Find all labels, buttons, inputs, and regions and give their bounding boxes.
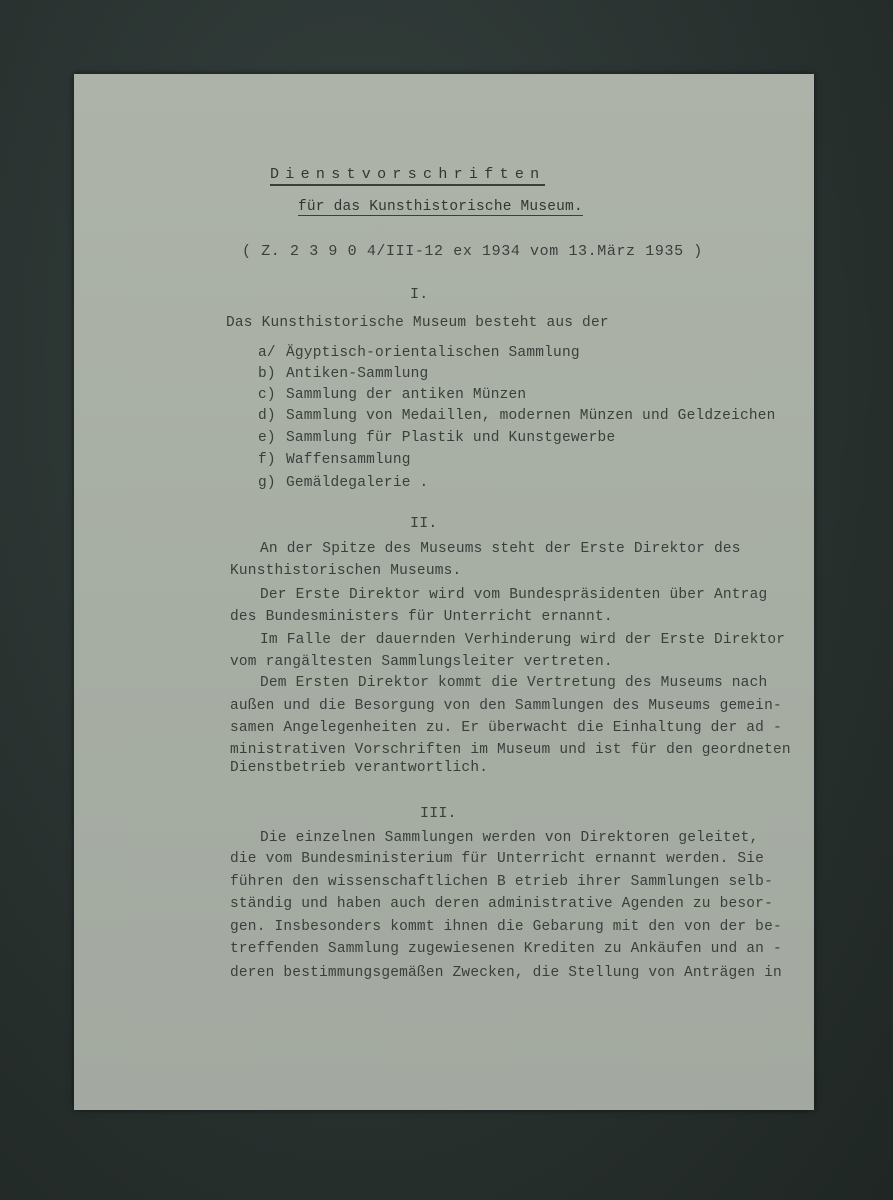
text-line: außen und die Besorgung von den Sammlungen des Museums gemein- (230, 698, 782, 714)
text-line: ministrativen Vorschriften im Museum und ist für den geordneten (230, 742, 791, 758)
typewritten-page (74, 74, 814, 1110)
section-numeral-1: I. (410, 286, 429, 303)
text-line: Dienstbetrieb verantwortlich. (230, 760, 489, 776)
text-line: samen Angelegenheiten zu. Er überwacht die Einhaltung der ad - (230, 720, 782, 736)
section-numeral-2: II. (410, 515, 438, 532)
text-line: die vom Bundesministerium für Unterricht ernannt werden. Sie (230, 851, 765, 867)
list-item-label: f) (258, 452, 276, 468)
text-line: Im Falle der dauernden Verhinderung wird der Erste Direktor (260, 632, 786, 648)
list-item-label: a/ (258, 345, 276, 361)
section-numeral-3: III. (420, 805, 457, 822)
document-reference: ( Z. 2 3 9 0 4/III-12 ex 1934 vom 13.März 1935 ) (242, 243, 703, 260)
text-line: Die einzelnen Sammlungen werden von Direktoren geleitet, (260, 830, 759, 846)
text-line: des Bundesministers für Unterricht ernannt. (230, 609, 613, 625)
text-line: Dem Ersten Direktor kommt die Vertretung des Museums nach (260, 675, 768, 691)
text-line: vom rangältesten Sammlungsleiter vertreten. (230, 654, 613, 670)
list-item: Antiken-Sammlung (286, 366, 429, 382)
text-line: Der Erste Direktor wird vom Bundespräsidenten über Antrag (260, 587, 768, 603)
list-item-label: c) (258, 387, 276, 403)
list-item: Sammlung der antiken Münzen (286, 387, 527, 403)
list-item: Ägyptisch-orientalischen Sammlung (286, 345, 580, 361)
list-item: Gemäldegalerie . (286, 475, 429, 491)
text-line: führen den wissenschaftlichen B etrieb ihrer Sammlungen selb- (230, 874, 773, 890)
list-item-label: e) (258, 430, 276, 446)
list-item-label: d) (258, 408, 276, 424)
list-item-label: g) (258, 475, 276, 491)
text-line: gen. Insbesonders kommt ihnen die Gebarung mit den von der be- (230, 919, 782, 935)
text-line: treffenden Sammlung zugewiesenen Krediten zu Ankäufen und an - (230, 941, 782, 957)
list-item-label: b) (258, 366, 276, 382)
text-line: Kunsthistorischen Museums. (230, 563, 462, 579)
list-item: Sammlung für Plastik und Kunstgewerbe (286, 430, 616, 446)
text-line: ständig und haben auch deren administrative Agenden zu besor- (230, 896, 773, 912)
list-item: Waffensammlung (286, 452, 411, 468)
text-line: An der Spitze des Museums steht der Erste Direktor des (260, 541, 741, 557)
section-1-intro: Das Kunsthistorische Museum besteht aus der (226, 315, 609, 331)
list-item: Sammlung von Medaillen, modernen Münzen und Geldzeichen (286, 408, 776, 424)
document-title: Dienstvorschriften (270, 166, 545, 186)
document-subtitle: für das Kunsthistorische Museum. (298, 199, 583, 215)
text-line: deren bestimmungsgemäßen Zwecken, die Stellung von Anträgen in (230, 965, 782, 981)
